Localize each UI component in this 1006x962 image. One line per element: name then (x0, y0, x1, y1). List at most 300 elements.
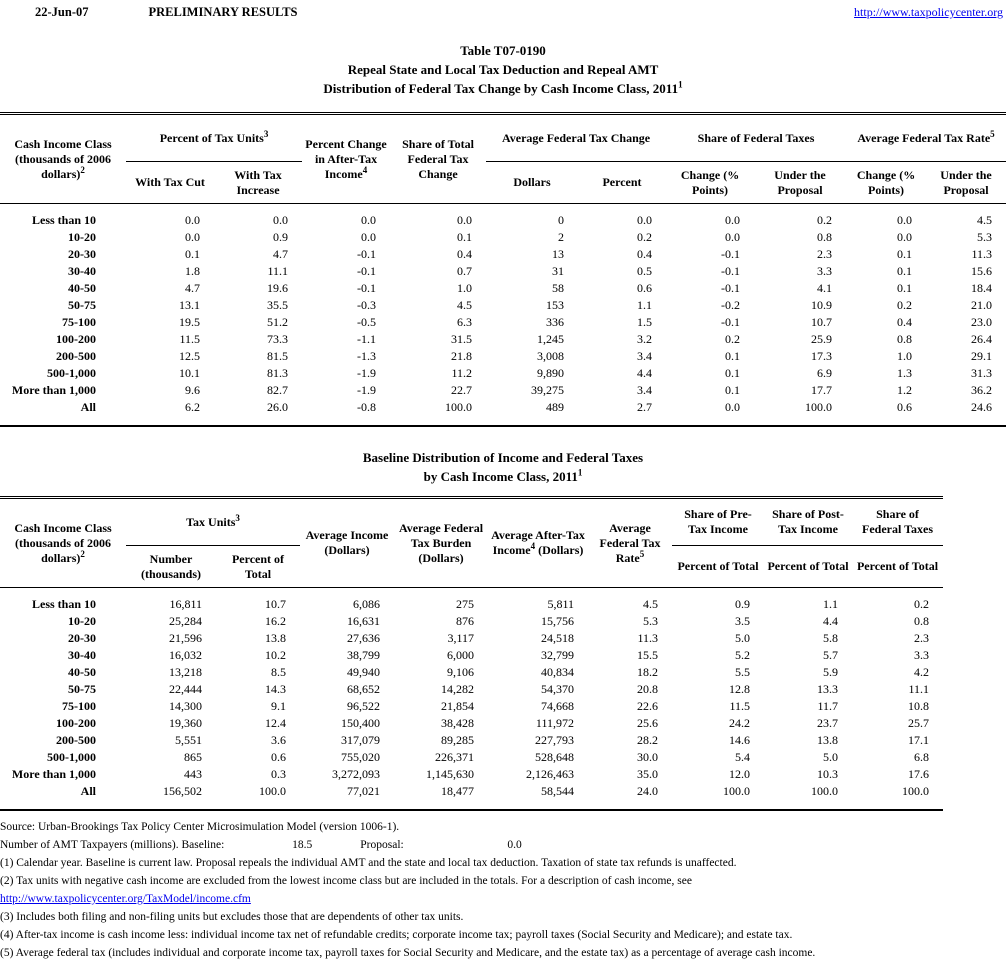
amt-taxpayers-line (0, 836, 1006, 854)
cell-value: 12.0 (729, 767, 750, 781)
row-label: 75-100 (62, 699, 96, 713)
cell-value: 3.4 (637, 383, 653, 397)
cell-value: 0.1 (725, 383, 741, 397)
cell-value: 13.8 (265, 631, 286, 645)
cell-value: 5.3 (977, 230, 993, 244)
table-row (0, 715, 943, 732)
cell-value: 0.5 (637, 264, 653, 278)
cell-value: -0.1 (357, 247, 377, 261)
cell-value: 13.1 (179, 298, 200, 312)
table-row (0, 229, 1006, 246)
cell-value: 13.3 (817, 682, 838, 696)
cell-value: 15.6 (971, 264, 993, 278)
baseline-table-title (0, 448, 1006, 486)
cell-value: 22.6 (637, 699, 658, 713)
baseline-title-line2: by Cash Income Class, 2011$^1$ (423, 467, 583, 484)
table-row (0, 297, 1006, 314)
col-header-under-proposal-rate: Under the Proposal (926, 162, 1006, 204)
cell-value: 5.9 (823, 665, 838, 679)
cell-value: -0.1 (721, 281, 741, 295)
cell-value: 0.0 (725, 213, 741, 227)
tax-change-table-header (0, 114, 1006, 204)
cell-value: -0.1 (721, 264, 741, 278)
cell-value: -1.9 (357, 383, 377, 397)
footnote-1: (1) Calendar year. Baseline is current law. Proposal repeals the individual AMT and the state and local tax deduction. Taxation of state tax refunds is unaffected. (0, 857, 737, 869)
cell-value: 12.8 (729, 682, 750, 696)
cell-value: 4.4 (823, 614, 838, 628)
cell-value: 865 (184, 750, 202, 764)
table-row (0, 630, 943, 647)
cell-value: 39,275 (531, 383, 565, 397)
row-label: 50-75 (68, 682, 96, 696)
cell-value: 9,890 (537, 366, 565, 380)
cell-value: 5,811 (547, 597, 574, 611)
preliminary-results-label: PRELIMINARY RESULTS (148, 5, 298, 19)
cell-value: 0.4 (897, 315, 913, 329)
table-row (0, 681, 943, 698)
cell-value: 0.6 (897, 400, 913, 414)
cell-value: 2,126,463 (526, 767, 574, 781)
cell-value: 20.8 (637, 682, 658, 696)
cell-value: 17.6 (908, 767, 929, 781)
source-note: Source: Urban-Brookings Tax Policy Center Microsimulation Model (version 1006-1). (0, 821, 400, 833)
cell-value: 0.1 (897, 247, 913, 261)
cell-value: 5.2 (735, 648, 750, 662)
cell-value: 10.3 (817, 767, 838, 781)
table-row (0, 647, 943, 664)
cell-value: 1.3 (897, 366, 913, 380)
cell-value: 100.0 (811, 784, 838, 798)
footnotes (0, 818, 1006, 962)
table-title (0, 41, 1006, 98)
tax-change-table (0, 112, 1006, 427)
cell-value: 18,477 (441, 784, 474, 798)
cell-value: 0.0 (725, 230, 741, 244)
cell-value: 25.7 (908, 716, 929, 730)
table-row (0, 749, 943, 766)
cell-value: 4.7 (185, 281, 200, 295)
cell-value: 58,544 (541, 784, 574, 798)
title-table-number: Table T07-0190 (460, 43, 546, 58)
cell-value: 21,596 (169, 631, 202, 645)
cell-value: 0.0 (897, 213, 913, 227)
cell-value: 11.2 (451, 366, 473, 380)
amt-proposal-value: 0.0 (507, 839, 522, 851)
cell-value: 24.2 (729, 716, 750, 730)
col-header-avg-income: Average Income (Dollars) (300, 498, 394, 588)
cell-value: 5.0 (735, 631, 750, 645)
cell-value: 30.0 (637, 750, 658, 764)
cell-value: 0.9 (273, 230, 289, 244)
cell-value: 36.2 (971, 383, 993, 397)
cell-value: 12.4 (265, 716, 286, 730)
baseline-table (0, 496, 943, 811)
cell-value: 14.6 (729, 733, 750, 747)
row-label: 20-30 (68, 631, 96, 645)
cell-value: 0.6 (637, 281, 653, 295)
title-distribution: Distribution of Federal Tax Change by Cash Income Class, 2011$^1$ (323, 79, 683, 96)
cell-value: 24,518 (541, 631, 574, 645)
footnote-5: (5) Average federal tax (includes individual and corporate income tax, payroll taxes for Social Security and Medicare, and the estate tax) as a percentage of average cash income. (0, 947, 816, 959)
cell-value: 0.8 (897, 332, 913, 346)
row-label: 200-500 (56, 733, 96, 747)
cell-value: 18.4 (971, 281, 993, 295)
cell-value: 54,370 (541, 682, 574, 696)
amt-baseline-label: Number of AMT Taxpayers (millions). Baseline: (0, 839, 225, 851)
cell-value: 443 (184, 767, 202, 781)
cell-value: 8.5 (271, 665, 286, 679)
cell-value: 0.2 (897, 298, 913, 312)
cell-value: 25.9 (811, 332, 833, 346)
cell-value: 0.1 (897, 281, 913, 295)
table-row (0, 246, 1006, 263)
cell-value: 275 (456, 597, 474, 611)
tax-change-table-body (0, 204, 1006, 427)
cell-value: 31.3 (971, 366, 993, 380)
row-label: 10-20 (68, 230, 96, 244)
cell-value: 0.4 (637, 247, 653, 261)
cell-value: 10.2 (265, 648, 286, 662)
cell-value: 6.8 (914, 750, 929, 764)
cell-value: 17.3 (811, 349, 833, 363)
cell-value: 4.1 (817, 281, 833, 295)
col-header-percent: Percent (578, 162, 666, 204)
cell-value: 28.2 (637, 733, 658, 747)
cell-value: 24.6 (971, 400, 993, 414)
cell-value: 0.1 (185, 247, 200, 261)
row-label: More than 1,000 (11, 383, 96, 397)
col-header-change-points-rate: Change (% Points) (846, 162, 926, 204)
cell-value: 40,834 (541, 665, 574, 679)
cell-value: 111,972 (535, 716, 574, 730)
cell-value: 2 (558, 230, 565, 244)
cell-value: 4.2 (914, 665, 929, 679)
cell-value: 0.0 (185, 213, 200, 227)
cell-value: 0.0 (185, 230, 200, 244)
cell-value: -0.1 (721, 315, 741, 329)
cell-value: 16,032 (169, 648, 202, 662)
cell-value: -1.9 (357, 366, 377, 380)
cell-value: 5,551 (175, 733, 202, 747)
document-date: 22-Jun-07 (35, 5, 89, 19)
cell-value: 3.6 (271, 733, 286, 747)
cell-value: 1.8 (185, 264, 200, 278)
title-proposal: Repeal State and Local Tax Deduction and Repeal AMT (347, 62, 659, 77)
row-label: 200-500 (56, 349, 96, 363)
cell-value: 26.0 (267, 400, 289, 414)
row-label: 100-200 (56, 716, 96, 730)
cell-value: 317,079 (341, 733, 380, 747)
cell-value: 0.1 (725, 349, 741, 363)
row-label: 10-20 (68, 614, 96, 628)
row-label: 30-40 (68, 648, 96, 662)
cell-value: 27,636 (347, 631, 380, 645)
cell-value: 17.1 (908, 733, 929, 747)
cell-value: 24.0 (637, 784, 658, 798)
cell-value: 5.3 (643, 614, 658, 628)
cell-value: 0.0 (457, 213, 473, 227)
cell-value: 0.6 (271, 750, 286, 764)
cell-value: -1.1 (357, 332, 377, 346)
cell-value: -0.1 (357, 264, 377, 278)
row-label: 40-50 (68, 281, 96, 295)
cell-value: 73.3 (267, 332, 289, 346)
cell-value: 10.7 (265, 597, 286, 611)
cell-value: 226,371 (435, 750, 474, 764)
cell-value: 156,502 (163, 784, 202, 798)
table-row (0, 280, 1006, 297)
cell-value: 3.3 (817, 264, 833, 278)
cell-value: 10.8 (908, 699, 929, 713)
table-row (0, 263, 1006, 280)
cell-value: 23.7 (817, 716, 838, 730)
cell-value: 4.5 (457, 298, 473, 312)
cell-value: -1.3 (357, 349, 377, 363)
cell-value: 25,284 (169, 614, 202, 628)
cell-value: 0.2 (637, 230, 653, 244)
cell-value: 489 (546, 400, 565, 414)
cell-value: 38,428 (441, 716, 474, 730)
cell-value: 2.3 (817, 247, 833, 261)
cell-value: 49,940 (347, 665, 380, 679)
baseline-table-header (0, 498, 943, 588)
cell-value: 0.4 (457, 247, 473, 261)
cell-value: 11.5 (179, 332, 200, 346)
row-label: 20-30 (68, 247, 96, 261)
cell-value: 3.2 (637, 332, 653, 346)
cell-value: 0.0 (273, 213, 289, 227)
cell-value: 1,245 (537, 332, 565, 346)
cell-value: 16,811 (169, 597, 202, 611)
cell-value: 153 (546, 298, 565, 312)
cell-value: 5.8 (823, 631, 838, 645)
col-header-with-tax-cut: With Tax Cut (126, 162, 214, 204)
cell-value: 3.4 (637, 349, 653, 363)
cell-value: 16,631 (347, 614, 380, 628)
table-row (0, 613, 943, 630)
cell-value: 3,117 (447, 631, 474, 645)
cell-value: 18.2 (637, 665, 658, 679)
cell-value: 11.3 (637, 631, 658, 645)
cell-value: 0.2 (817, 213, 833, 227)
col-header-number-thousands: Number (thousands) (126, 546, 216, 588)
cell-value: -0.8 (357, 400, 377, 414)
cell-value: 89,285 (441, 733, 474, 747)
col-group-avg-fed-tax-change: Average Federal Tax Change (486, 114, 666, 162)
col-header-avg-fed-tax-rate-2: Average Federal Tax Rate$^5$ (588, 498, 672, 588)
cell-value: 10.9 (811, 298, 833, 312)
cell-value: 6,086 (353, 597, 380, 611)
cell-value: 0.1 (457, 230, 473, 244)
cell-value: 74,668 (541, 699, 574, 713)
cell-value: 3.3 (914, 648, 929, 662)
footnote-2: (2) Tax units with negative cash income are excluded from the lowest income class but are included in the totals. For a description of cash income, see (0, 875, 692, 887)
cell-value: 22.7 (451, 383, 473, 397)
col-header-share-total-change: Share of Total Federal Tax Change (390, 114, 486, 204)
cell-value: 15.5 (637, 648, 658, 662)
cell-value: 13 (552, 247, 565, 261)
col-group-share-pre-tax: Share of Pre-Tax Income (672, 498, 764, 546)
cell-value: 100.0 (805, 400, 833, 414)
cell-value: 11.7 (817, 699, 838, 713)
cell-value: 5.7 (823, 648, 838, 662)
cell-value: 21.0 (971, 298, 993, 312)
cell-value: 528,648 (535, 750, 574, 764)
cell-value: 16.2 (265, 614, 286, 628)
baseline-table-body (0, 588, 943, 811)
cell-value: 35.0 (637, 767, 658, 781)
table-row (0, 732, 943, 749)
income-definition-link[interactable]: http://www.taxpolicycenter.org/TaxModel/income.cfm (0, 893, 251, 905)
row-label: Less than 10 (31, 597, 96, 611)
cell-value: 14,282 (441, 682, 474, 696)
cell-value: 10.1 (179, 366, 200, 380)
cell-value: 227,793 (535, 733, 574, 747)
row-label: 500-1,000 (47, 366, 96, 380)
col-group-share-post-tax: Share of Post-Tax Income (764, 498, 852, 546)
cell-value: 876 (456, 614, 474, 628)
cell-value: 0.9 (735, 597, 750, 611)
col-header-dollars: Dollars (486, 162, 578, 204)
col-header-income-class-2: Cash Income Class (thousands of 2006 dollars)$^2$ (0, 498, 126, 588)
top-bar (0, 0, 1006, 20)
cell-value: 13.8 (817, 733, 838, 747)
cell-value: 31.5 (451, 332, 473, 346)
cell-value: 4.5 (643, 597, 658, 611)
cell-value: 336 (546, 315, 565, 329)
cell-value: 29.1 (971, 349, 993, 363)
cell-value: 77,021 (347, 784, 380, 798)
cell-value: 150,400 (341, 716, 380, 730)
cell-value: 22,444 (169, 682, 202, 696)
table-row (0, 348, 1006, 365)
col-group-avg-fed-tax-rate: Average Federal Tax Rate$^5$ (846, 114, 1006, 162)
cell-value: 82.7 (267, 383, 289, 397)
footnote-4: (4) After-tax income is cash income less: individual income tax net of refundable credits; corporate income tax; payroll taxes (Social Security and Medicare); and estate tax. (0, 929, 793, 941)
cell-value: 19,360 (169, 716, 202, 730)
cell-value: 100.0 (723, 784, 750, 798)
cell-value: 0.2 (914, 597, 929, 611)
table-row (0, 365, 1006, 382)
cell-value: 6.3 (457, 315, 473, 329)
cell-value: 11.1 (267, 264, 289, 278)
cell-value: 0.0 (637, 213, 653, 227)
table-row (0, 382, 1006, 399)
cell-value: 19.6 (267, 281, 289, 295)
cell-value: 5.0 (823, 750, 838, 764)
cell-value: 2.3 (914, 631, 929, 645)
cell-value: 31 (552, 264, 565, 278)
cell-value: 100.0 (445, 400, 473, 414)
cell-value: 15,756 (541, 614, 574, 628)
cell-value: 21.8 (451, 349, 473, 363)
cell-value: 32,799 (541, 648, 574, 662)
col-group-tax-units: Tax Units$^3$ (126, 498, 300, 546)
taxpolicycenter-link[interactable]: http://www.taxpolicycenter.org (854, 5, 1003, 19)
cell-value: 0.2 (725, 332, 741, 346)
row-label: 75-100 (62, 315, 96, 329)
cell-value: 68,652 (347, 682, 380, 696)
table-row (0, 314, 1006, 331)
cell-value: 96,522 (347, 699, 380, 713)
table-row (0, 664, 943, 681)
cell-value: 0.0 (361, 230, 377, 244)
cell-value: 4.4 (637, 366, 653, 380)
cell-value: 11.1 (908, 682, 929, 696)
col-header-pct-change-after-tax: Percent Change in After-Tax Income$^4$ (302, 114, 390, 204)
cell-value: 0.1 (897, 264, 913, 278)
row-label: 30-40 (68, 264, 96, 278)
row-label: More than 1,000 (11, 767, 96, 781)
cell-value: 0.0 (361, 213, 377, 227)
cell-value: 5.4 (735, 750, 750, 764)
cell-value: 6.2 (185, 400, 200, 414)
row-label: Less than 10 (31, 213, 96, 227)
table-row (0, 698, 943, 715)
row-label: 100-200 (56, 332, 96, 346)
table-row (0, 766, 943, 783)
cell-value: 23.0 (971, 315, 993, 329)
cell-value: 0.0 (897, 230, 913, 244)
amt-baseline-value: 18.5 (292, 839, 313, 851)
cell-value: 755,020 (341, 750, 380, 764)
table-row (0, 204, 1006, 229)
cell-value: -0.1 (357, 281, 377, 295)
col-group-share-fed-taxes-2: Share of Federal Taxes (852, 498, 943, 546)
amt-proposal-label: Proposal: (360, 839, 404, 851)
cell-value: 58 (552, 281, 565, 295)
cell-value: 4.7 (273, 247, 289, 261)
col-header-under-proposal-taxes: Under the Proposal (754, 162, 846, 204)
cell-value: 1.2 (897, 383, 913, 397)
row-label: 50-75 (68, 298, 96, 312)
cell-value: 0.3 (271, 767, 286, 781)
cell-value: 26.4 (971, 332, 993, 346)
cell-value: 14,300 (169, 699, 202, 713)
cell-value: 2.7 (637, 400, 653, 414)
cell-value: 81.3 (267, 366, 289, 380)
col-group-percent-tax-units: Percent of Tax Units$^3$ (126, 114, 302, 162)
cell-value: 0.8 (817, 230, 833, 244)
cell-value: 0.8 (914, 614, 929, 628)
col-header-pct-total-fed: Percent of Total (852, 546, 943, 588)
cell-value: 1.0 (457, 281, 473, 295)
cell-value: 25.6 (637, 716, 658, 730)
income-definition-link-line (0, 890, 1006, 908)
cell-value: 100.0 (259, 784, 286, 798)
cell-value: 14.3 (265, 682, 286, 696)
cell-value: 1,145,630 (426, 767, 474, 781)
cell-value: 38,799 (347, 648, 380, 662)
cell-value: 81.5 (267, 349, 289, 363)
row-label: 500-1,000 (47, 750, 96, 764)
table-row (0, 783, 943, 811)
col-header-pct-total-pre: Percent of Total (672, 546, 764, 588)
cell-value: 12.5 (179, 349, 200, 363)
col-header-income-class: Cash Income Class (thousands of 2006 dollars)$^2$ (0, 114, 126, 204)
cell-value: 51.2 (267, 315, 289, 329)
cell-value: 9.1 (271, 699, 286, 713)
col-header-with-tax-increase: With Tax Increase (214, 162, 302, 204)
cell-value: 3,008 (537, 349, 565, 363)
cell-value: 11.5 (729, 699, 750, 713)
cell-value: 11.3 (971, 247, 993, 261)
col-header-avg-after-tax-income: Average After-Tax Income$^4$ (Dollars) (488, 498, 588, 588)
cell-value: -0.2 (721, 298, 741, 312)
cell-value: 35.5 (267, 298, 289, 312)
cell-value: 3.5 (735, 614, 750, 628)
cell-value: 1.1 (637, 298, 653, 312)
